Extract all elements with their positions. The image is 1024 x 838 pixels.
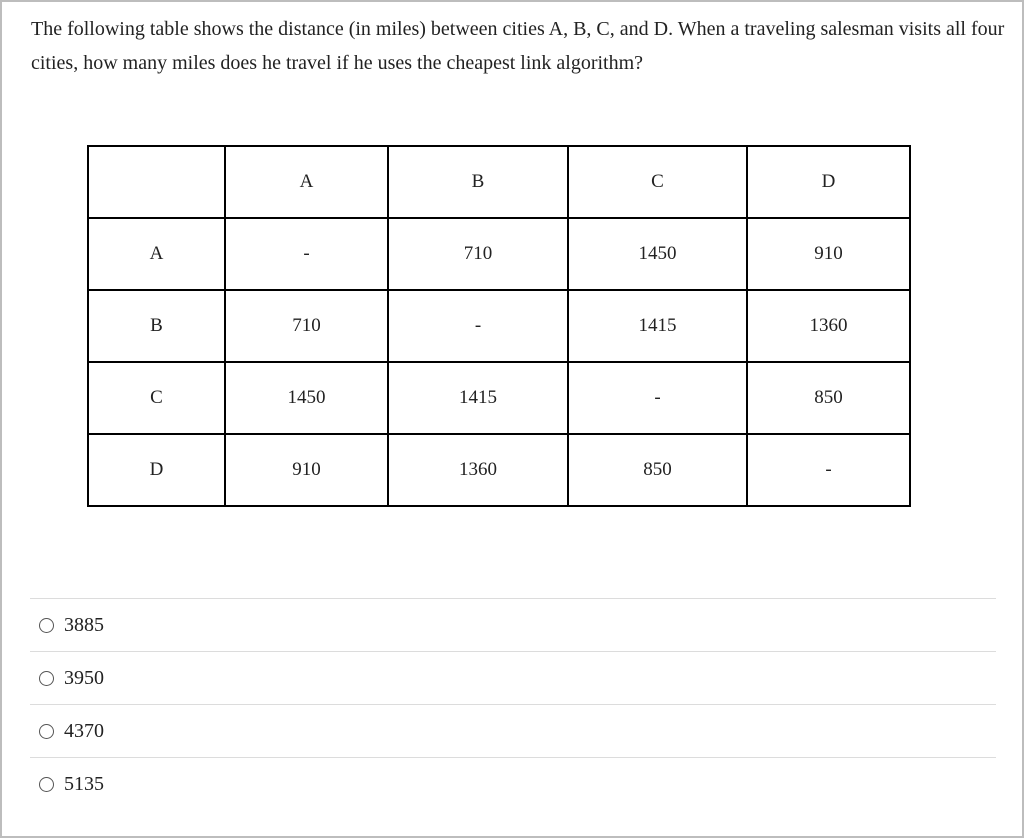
table-corner-cell — [88, 146, 225, 218]
option-label: 3950 — [64, 666, 104, 689]
table-header-row — [88, 146, 910, 218]
table-cell: 910 — [225, 434, 388, 506]
table-cell: 910 — [747, 218, 910, 290]
option-label: 3885 — [64, 613, 104, 636]
table-row — [88, 290, 910, 362]
question-text: The following table shows the distance (in miles) between cities A, B, C, and D. When a traveling salesman visits all four cities, how many miles does he travel if he uses the cheapest link algorithm? — [31, 18, 1005, 74]
answer-option[interactable] — [30, 651, 996, 704]
table-cell: 1415 — [568, 290, 747, 362]
option-label: 5135 — [64, 772, 104, 795]
table-cell: 710 — [225, 290, 388, 362]
radio-button-icon[interactable] — [39, 777, 54, 792]
table-row — [88, 218, 910, 290]
row-label-cell: D — [88, 434, 225, 506]
table-cell: 710 — [388, 218, 568, 290]
answer-option[interactable] — [30, 757, 996, 810]
radio-button-icon[interactable] — [39, 618, 54, 633]
option-label: 4370 — [64, 719, 104, 742]
table-header-cell: D — [747, 146, 910, 218]
table-cell: 1360 — [388, 434, 568, 506]
table-cell: - — [568, 362, 747, 434]
table-row — [88, 362, 910, 434]
table-header-cell: C — [568, 146, 747, 218]
row-label-cell: C — [88, 362, 225, 434]
table-cell: 1360 — [747, 290, 910, 362]
table-cell: 1450 — [225, 362, 388, 434]
table-cell: 1415 — [388, 362, 568, 434]
table-cell: 850 — [568, 434, 747, 506]
radio-button-icon[interactable] — [39, 724, 54, 739]
answer-option[interactable] — [30, 704, 996, 757]
radio-button-icon[interactable] — [39, 671, 54, 686]
table-cell: - — [747, 434, 910, 506]
table-row — [88, 434, 910, 506]
distance-table — [87, 145, 911, 507]
table-cell: 850 — [747, 362, 910, 434]
table-cell: - — [388, 290, 568, 362]
answer-option[interactable] — [30, 598, 996, 651]
table-header-cell: B — [388, 146, 568, 218]
table-header-cell: A — [225, 146, 388, 218]
answer-options — [30, 598, 996, 810]
row-label-cell: A — [88, 218, 225, 290]
table-cell: 1450 — [568, 218, 747, 290]
table-cell: - — [225, 218, 388, 290]
row-label-cell: B — [88, 290, 225, 362]
